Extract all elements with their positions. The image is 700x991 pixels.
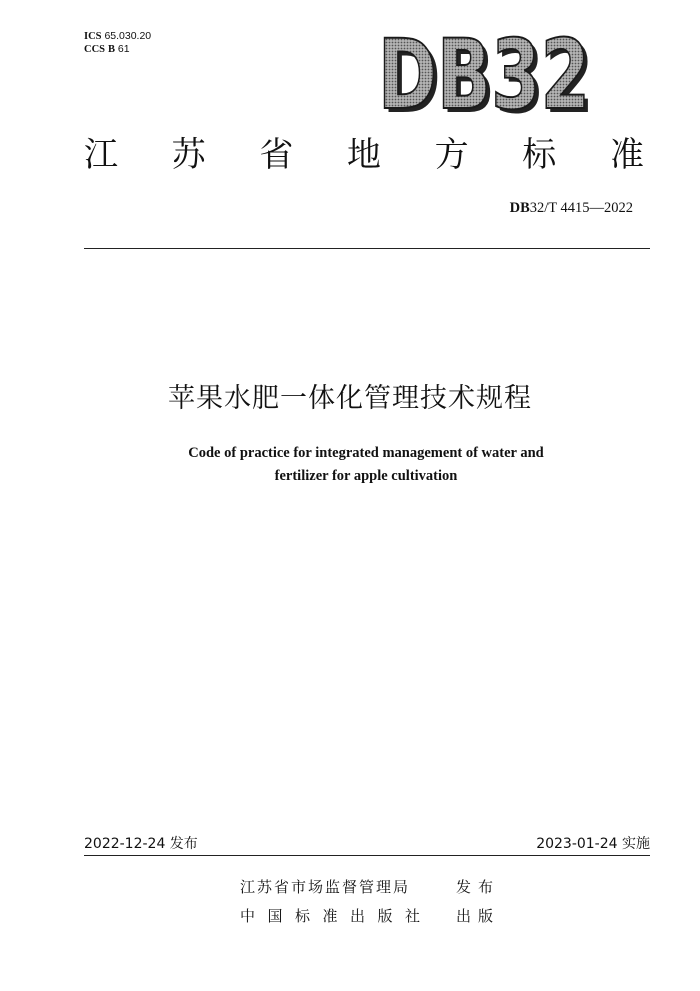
standard-number-rest: 32/T 4415—2022 [529,200,633,216]
standard-type-char: 地 [346,135,381,175]
publisher-row [240,905,540,934]
ccs-code-number: 61 [117,43,130,55]
standard-type-char: 江 [84,135,118,175]
db32-logo-shadow: DB32 [382,26,594,121]
standard-type-char: 标 [522,135,557,175]
ics-code: 65.030.20 [104,30,152,42]
db32-logo [376,26,598,121]
db32-logo-text: DB32 [378,26,590,121]
publisher-name: 江苏省市场监督管理局 [240,878,411,896]
standard-type-char: 准 [609,135,644,175]
english-title-line: fertilizer for apple cultivation [274,468,458,484]
standard-type-char: 苏 [171,135,206,175]
standard-type-title [84,132,644,178]
publisher-name: 中国标准出版社 [240,907,433,925]
publisher-action: 发布 [456,878,501,896]
ics-label: ICS [84,31,102,42]
ccs-line [84,43,151,56]
publishers [240,876,540,934]
publisher-row [240,876,540,905]
english-title-line: Code of practice for integrated management of water and [188,445,544,461]
issue-date: 2022-12-24 发布 [84,836,198,852]
top-divider [84,248,650,249]
chinese-title: 苹果水肥一体化管理技术规程 [168,383,532,414]
english-title [120,442,612,488]
ics-line [84,30,151,43]
standard-type-char: 省 [259,135,294,175]
standard-number-prefix: DB [509,200,530,216]
ccs-code-letter: B [107,44,115,55]
classification-codes [84,30,151,56]
publisher-action: 出版 [456,907,501,925]
standard-number [510,200,633,217]
ccs-label: CCS [84,44,106,55]
bottom-divider [84,855,650,856]
implementation-date: 2023-01-24 实施 [536,836,650,852]
standard-type-char: 方 [434,135,469,175]
date-row [84,833,650,853]
